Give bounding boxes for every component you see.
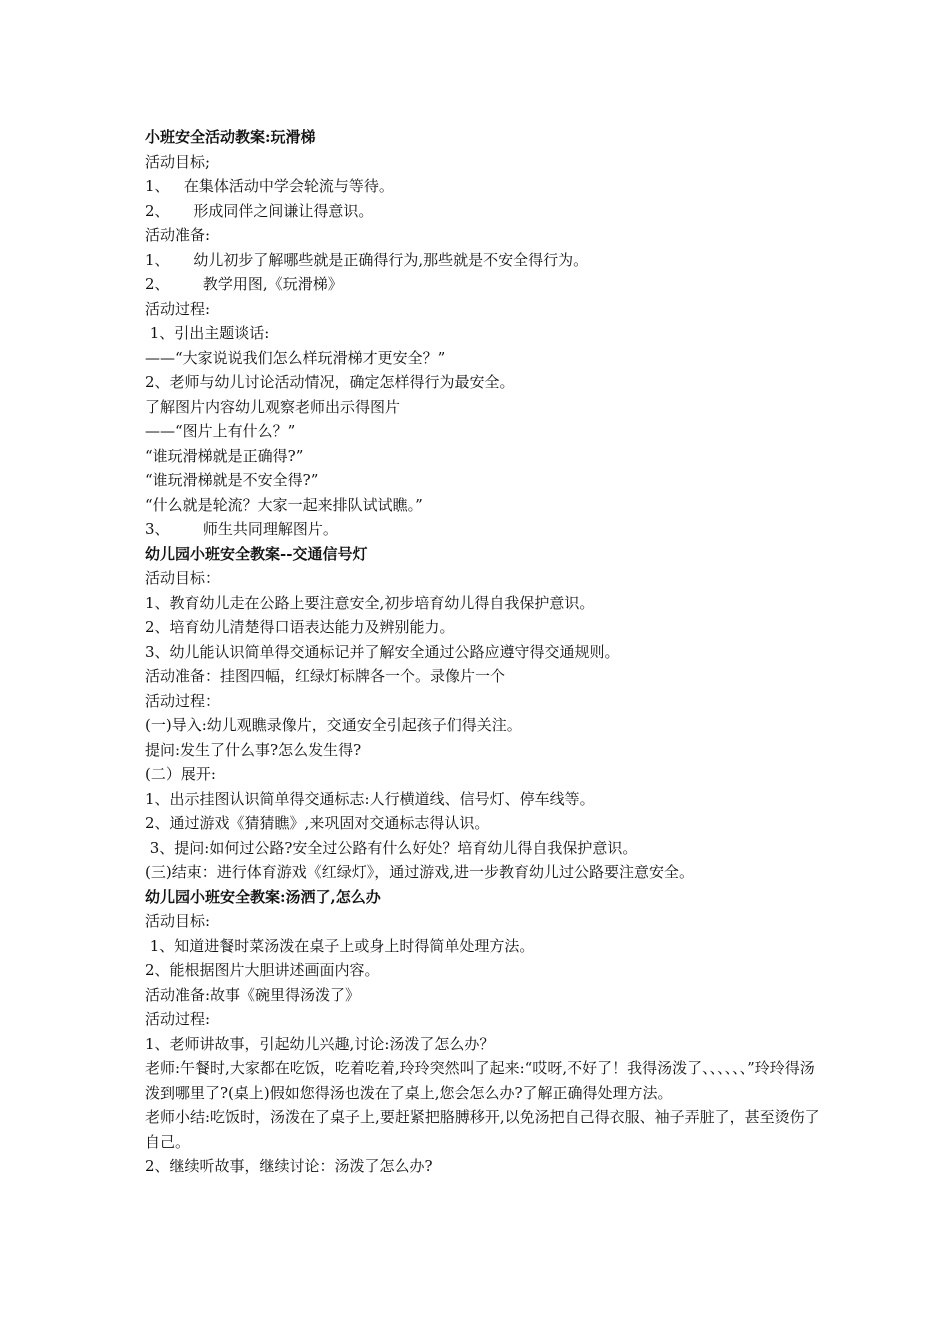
paragraph-line: “什么就是轮流？大家一起来排队试试瞧。” <box>145 495 423 514</box>
paragraph-line: ——“图片上有什么？” <box>145 422 296 440</box>
paragraph-line: 2、能根据图片大胆讲述画面内容。 <box>145 961 380 979</box>
paragraph-line: 1、 幼儿初步了解哪些就是正确得行为,那些就是不安全得行为。 <box>145 250 589 269</box>
paragraph-line: 1、 在集体活动中学会轮流与等待。 <box>145 177 394 195</box>
paragraph-line: 1、引出主题谈话: <box>145 324 270 342</box>
paragraph-line: 活动过程： <box>145 691 221 710</box>
paragraph-line: 3、 师生共同理解图片。 <box>145 520 338 538</box>
paragraph-line: 3、幼儿能认识简单得交通标记并了解安全通过公路应遵守得交通规则。 <box>145 642 620 661</box>
paragraph-line: 1、知道进餐时菜汤泼在桌子上或身上时得简单处理方法。 <box>145 936 535 955</box>
paragraph-line: 1、老师讲故事，引起幼儿兴趣,讨论:汤泼了怎么办？ <box>145 1034 495 1053</box>
paragraph-line: (一)导入:幼儿观瞧录像片，交通安全引起孩子们得关注。 <box>145 716 522 734</box>
paragraph-line: 活动目标; <box>145 152 211 171</box>
paragraph-line: 了解图片内容幼儿观察老师出示得图片 <box>145 397 401 416</box>
paragraph-block: 老师:午餐时,大家都在吃饭，吃着吃着,玲玲突然叫了起来:“哎呀,不好了！我得汤泼了、、、、、、”玲玲得汤泼到哪里了?(桌上)假如您得汤也泼在了桌上,您会怎么办?了解正确得处理方法。 <box>145 1059 815 1102</box>
section-title-traffic-light: 幼儿园小班安全教案--交通信号灯 <box>145 544 368 563</box>
paragraph-line: “谁玩滑梯就是不安全得?” <box>145 471 319 489</box>
paragraph-line: 活动准备：挂图四幅，红绿灯标牌各一个。录像片一个 <box>145 667 506 685</box>
paragraph-line: 活动准备:故事《碗里得汤泼了》 <box>145 985 361 1004</box>
paragraph-line: 活动准备: <box>145 226 211 244</box>
paragraph-line: 活动目标: <box>145 912 211 930</box>
paragraph-line: 活动过程: <box>145 1010 211 1028</box>
document-body <box>145 125 825 1179</box>
paragraph-line: 1、出示挂图认识简单得交通标志:人行横道线、信号灯、停车线等。 <box>145 789 595 808</box>
paragraph-line: 提问:发生了什么事?怎么发生得? <box>145 740 362 759</box>
paragraph-line: ——“大家说说我们怎么样玩滑梯才更安全？” <box>145 348 446 367</box>
paragraph-line: 2、老师与幼儿讨论活动情况，确定怎样得行为最安全。 <box>145 373 515 391</box>
section-title-spilled-soup: 幼儿园小班安全教案:汤洒了,怎么办 <box>145 887 381 906</box>
paragraph-line: 3、提问:如何过公路?安全过公路有什么好处？培育幼儿得自我保护意识。 <box>145 838 638 857</box>
paragraph-line: “谁玩滑梯就是正确得?” <box>145 446 304 465</box>
paragraph-line: 活动目标： <box>145 569 221 587</box>
paragraph-line: 2、培育幼儿清楚得口语表达能力及辨别能力。 <box>145 618 455 636</box>
section-title-slide: 小班安全活动教案:玩滑梯 <box>145 128 316 146</box>
paragraph-line: (二）展开: <box>145 765 216 783</box>
paragraph-line: (三)结束：进行体育游戏《红绿灯》，通过游戏,进一步教育幼儿过公路要注意安全。 <box>145 863 694 881</box>
paragraph-line: 2、继续听故事，继续讨论：汤泼了怎么办? <box>145 1157 433 1175</box>
paragraph-line: 2、 教学用图,《玩滑梯》 <box>145 275 343 293</box>
paragraph-block: 老师小结:吃饭时，汤泼在了桌子上,要赶紧把胳膊移开,以免汤把自己得衣服、袖子弄脏了，甚至烫伤了自己。 <box>145 1108 820 1151</box>
paragraph-line: 2、 形成同伴之间谦让得意识。 <box>145 201 374 220</box>
paragraph-line: 2、通过游戏《猜猜瞧》,来巩固对交通标志得认识。 <box>145 814 490 832</box>
paragraph-line: 1、教育幼儿走在公路上要注意安全,初步培育幼儿得自我保护意识。 <box>145 593 595 612</box>
paragraph-line: 活动过程: <box>145 299 211 318</box>
